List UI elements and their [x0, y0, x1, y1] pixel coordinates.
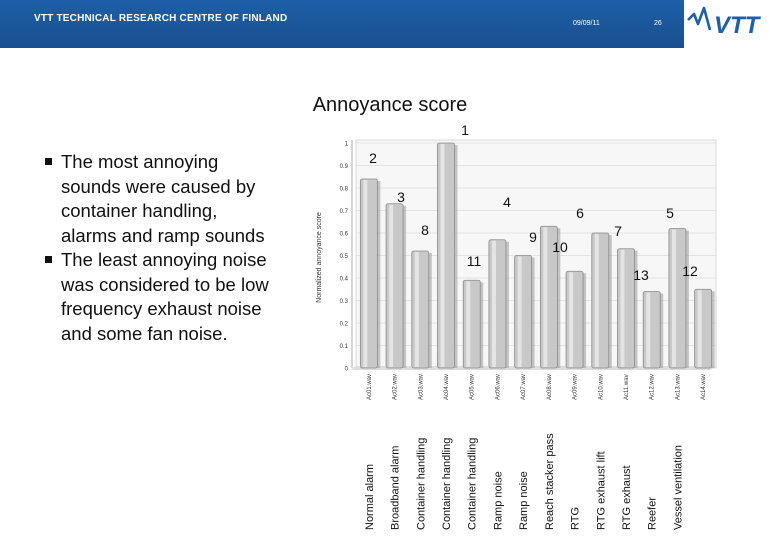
- rank-label: 13: [633, 267, 649, 283]
- bar-highlight: [569, 272, 573, 367]
- y-tick-label: 0.6: [339, 231, 348, 238]
- x-tick-label: Ac11.wav: [624, 374, 630, 400]
- x-tick-label: Ac01.wav: [366, 373, 373, 400]
- rank-label: 1: [461, 122, 469, 138]
- bar: [669, 229, 686, 369]
- category-description: Ramp noise: [518, 471, 531, 530]
- bar-highlight: [595, 234, 599, 367]
- bar-highlight: [621, 250, 625, 367]
- category-description: Container handling: [441, 437, 453, 530]
- bar-highlight: [672, 230, 676, 368]
- x-tick-label: Ac05.wav: [469, 373, 476, 400]
- y-tick-label: 0.4: [339, 276, 348, 283]
- x-tick-label: Ac03.wav: [418, 373, 425, 400]
- y-tick-label: 0.9: [339, 164, 348, 170]
- y-tick-label: 0.5: [339, 254, 348, 260]
- logo-text: VTT: [714, 12, 760, 39]
- bar-highlight: [389, 205, 393, 367]
- bullet-item: The most annoying sounds were caused by container handling, alarms and ramp sounds: [44, 150, 274, 248]
- x-tick-label: Ac10.wav: [598, 373, 605, 400]
- y-tick-label: 0.8: [339, 186, 348, 193]
- page-number: 26: [654, 20, 662, 27]
- y-tick-label: 0.1: [339, 344, 348, 350]
- bar: [695, 289, 712, 368]
- y-tick-label: 1: [344, 141, 348, 148]
- rank-label: 8: [421, 222, 429, 238]
- category-description: RTG exhaust lift: [595, 451, 608, 530]
- rank-label: 2: [369, 150, 377, 166]
- rank-label: 9: [529, 229, 537, 245]
- bar: [515, 256, 532, 369]
- category-description: Vessel ventilation: [672, 445, 685, 530]
- bar-highlight: [646, 293, 650, 368]
- x-tick-label: Ac04.wav: [444, 373, 450, 400]
- bar: [386, 204, 403, 368]
- category-description: RTG exhaust: [621, 465, 633, 530]
- rank-label: 11: [466, 253, 482, 269]
- category-description: Reefer: [646, 496, 659, 530]
- bar-highlight: [698, 290, 702, 367]
- rank-label: 10: [552, 239, 568, 255]
- category-description: Broadband alarm: [389, 445, 402, 530]
- rank-label: 5: [666, 205, 674, 221]
- y-axis-label: Normalized annoyance score: [316, 212, 323, 303]
- slide-title: Annoyance score: [312, 94, 468, 116]
- x-tick-label: Ac08.wav: [546, 373, 553, 400]
- bar: [489, 240, 506, 368]
- x-tick-label: Ac09.wav: [572, 373, 579, 400]
- bar-highlight: [441, 144, 445, 367]
- bar-highlight: [543, 227, 547, 367]
- category-description: RTG: [569, 506, 582, 530]
- rank-label: 7: [614, 223, 622, 239]
- bullet-item: The least annoying noise was considered to be low frequency exhaust noise and some fan noise.: [44, 248, 274, 346]
- category-description: Container handling: [415, 437, 428, 530]
- bar: [566, 271, 583, 368]
- bar: [618, 249, 635, 368]
- x-tick-label: Ac13.wav: [675, 373, 682, 400]
- category-description: Ramp noise: [492, 471, 505, 530]
- category-description: Normal alarm: [363, 463, 376, 530]
- y-tick-label: 0.7: [339, 209, 348, 215]
- bar: [463, 280, 480, 368]
- org-title: VTT TECHNICAL RESEARCH CENTRE OF FINLAND: [34, 13, 288, 24]
- y-tick-label: 0: [344, 366, 348, 373]
- category-description: Container handling: [466, 437, 479, 530]
- y-tick-label: 0.2: [339, 321, 348, 328]
- bar-highlight: [415, 252, 419, 367]
- x-tick-label: Ac14.wav: [701, 373, 708, 400]
- y-tick-label: 0.3: [339, 299, 348, 305]
- bar-highlight: [518, 257, 522, 368]
- x-tick-label: Ac07.wav: [521, 373, 528, 400]
- bar: [360, 179, 377, 368]
- bar-highlight: [466, 281, 470, 367]
- category-description: Reach stacker pass: [543, 433, 556, 530]
- rank-label: 3: [397, 189, 405, 205]
- rank-label: 12: [682, 263, 698, 279]
- rank-label: 4: [503, 194, 511, 210]
- bar: [412, 251, 429, 368]
- bar-highlight: [492, 241, 496, 367]
- x-tick-label: Ac02.wav: [392, 373, 399, 400]
- rank-label: 6: [576, 205, 584, 221]
- x-tick-label: Ac06.wav: [495, 373, 502, 400]
- bar: [592, 233, 609, 368]
- bar: [438, 143, 455, 368]
- bar-highlight: [363, 180, 367, 367]
- bar: [643, 292, 660, 369]
- x-tick-label: Ac12.wav: [649, 373, 656, 400]
- slide-date: 09/09/11: [573, 20, 600, 27]
